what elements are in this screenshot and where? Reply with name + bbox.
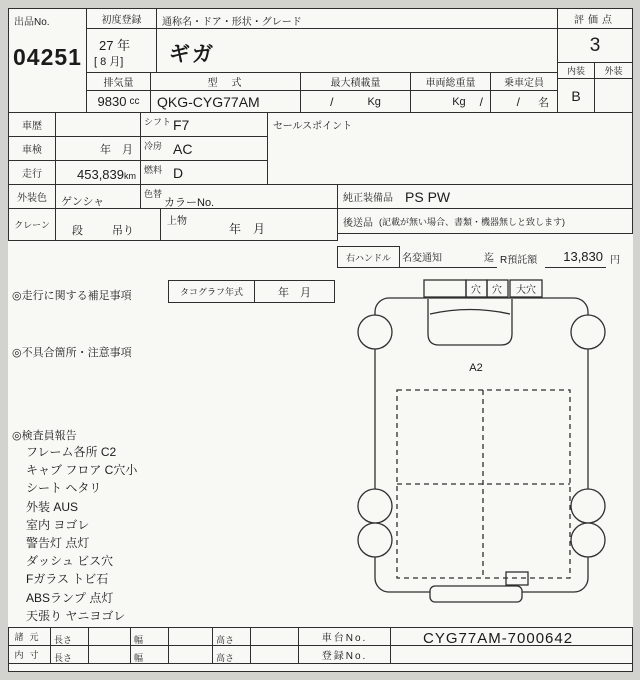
after-send-label: 後送品 <box>343 217 373 229</box>
max-load-cell <box>300 90 411 113</box>
length-value-1 <box>88 627 131 646</box>
after-send-note: (記載が無い場合、書類・機器無しと致します) <box>379 216 565 227</box>
chassis-no-label: 車台No. <box>298 627 391 646</box>
yen-label: 円 <box>610 255 620 266</box>
gross-weight-header: 車両総重量 <box>410 72 491 91</box>
fuel-value: D <box>173 165 184 181</box>
registration-no-cell <box>390 645 633 664</box>
shift-value: F7 <box>173 117 190 133</box>
max-load-slash: / <box>330 94 334 109</box>
capacity-cell <box>490 90 558 113</box>
sales-point-label: セールスポイント <box>273 121 353 132</box>
genuine-equipment-value: PS PW <box>405 188 451 205</box>
first-registration-cell <box>86 28 157 73</box>
shift-cell <box>140 112 268 137</box>
inspection-label-cell: 車検 <box>8 136 56 161</box>
inspector-item: ダッシュ ビス穴 <box>26 554 114 569</box>
displacement-header: 排気量 <box>86 72 151 91</box>
interior-label-cell: 内装 <box>557 62 595 79</box>
exhibit-no-box <box>8 8 87 113</box>
mileage-value: 453,839 <box>77 167 124 182</box>
interior-grade-cell: B <box>557 78 595 113</box>
model-header: 型 式 <box>150 72 301 91</box>
inspector-item: ABSランプ 点灯 <box>26 590 114 605</box>
until-label: 迄 <box>484 253 494 264</box>
height-value-1 <box>250 627 299 646</box>
exterior-color-value: ゲンシャ <box>61 196 105 208</box>
tachograph-value-cell: 年 月 <box>254 280 335 303</box>
inspector-item: 外装 AUS <box>26 499 79 514</box>
displacement-unit: cc <box>129 96 140 107</box>
tachograph-label-cell: タコグラフ年式 <box>168 280 255 303</box>
width-label-1: 幅 <box>130 627 169 646</box>
model-value: QKG-CYG77AM <box>157 93 260 110</box>
length-label-2: 長さ <box>50 645 89 664</box>
after-send-box <box>337 208 633 234</box>
name-change-label: 名変通知 <box>402 253 442 264</box>
capacity-header: 乗車定員 <box>490 72 558 91</box>
upper-body-label: 上物 <box>167 216 187 227</box>
history-value-cell <box>55 112 141 137</box>
sales-point-box <box>267 112 633 185</box>
history-label-cell: 車歴 <box>8 112 56 137</box>
deposit-amount-cell <box>545 246 606 268</box>
fuel-label: 燃料 <box>144 165 163 175</box>
inspector-item: 警告灯 点灯 <box>26 536 90 551</box>
repaint-cell <box>140 184 338 209</box>
inspector-item: シート ヘタリ <box>26 481 102 496</box>
vehicle-name-header-label: 通称名・ドア・形状・グレード <box>162 17 302 28</box>
exterior-grade-cell <box>594 78 633 113</box>
ac-label: 冷房 <box>144 141 163 151</box>
first-registration-header: 初度登録 <box>86 8 157 29</box>
gross-weight-cell <box>410 90 491 113</box>
height-label-2: 高さ <box>212 645 251 664</box>
max-load-unit: Kg <box>367 95 381 108</box>
inspector-item: キャブ フロア C穴小 <box>26 463 138 478</box>
capacity-unit: 名 <box>538 96 549 109</box>
width-value-2 <box>168 645 213 664</box>
inspector-item: 室内 ヨゴレ <box>26 517 90 532</box>
width-value-1 <box>168 627 213 646</box>
vehicle-name-header <box>156 8 558 29</box>
cab-damage-code: A2 <box>469 362 483 374</box>
width-label-2: 幅 <box>130 645 169 664</box>
inspector-report-title: ◎検査員報告 <box>12 430 77 442</box>
ac-cell <box>140 136 268 161</box>
crane-label-cell: クレーン <box>8 208 56 241</box>
exhibit-no-value: 04251 <box>13 44 82 70</box>
registration-no-label: 登録No. <box>298 645 391 664</box>
gross-weight-unit: Kg <box>452 95 466 108</box>
ac-value: AC <box>173 141 193 157</box>
height-value-2 <box>250 645 299 664</box>
length-value-2 <box>88 645 131 664</box>
exterior-color-label-cell: 外装色 <box>8 184 56 209</box>
vehicle-name-value: ギガ <box>169 43 215 66</box>
crane-steps-label: 段 <box>72 225 83 237</box>
mileage-value-cell <box>55 160 141 185</box>
score-value: 3 <box>589 34 601 56</box>
inner-row-label: 内寸 <box>8 645 51 664</box>
height-label-1: 高さ <box>212 627 251 646</box>
mileage-note-title: ◎走行に関する補足事項 <box>12 290 132 302</box>
genuine-equipment-label: 純正装備品 <box>343 193 393 204</box>
mileage-label-cell: 走行 <box>8 160 56 185</box>
crane-value-cell <box>55 208 161 241</box>
exterior-label-cell: 外装 <box>594 62 633 79</box>
name-change-zone <box>399 246 497 268</box>
length-label-1: 長さ <box>50 627 89 646</box>
exhibit-no-label: 出品No. <box>14 17 50 28</box>
right-handle-box: 右ハンドル <box>337 246 400 268</box>
inspector-report-list <box>26 443 137 625</box>
gross-weight-slash: / <box>479 94 483 109</box>
chassis-no-value: CYG77AM-7000642 <box>423 630 574 647</box>
inspection-value: 年 月 <box>100 143 133 156</box>
mileage-unit: km <box>124 171 136 181</box>
score-cell <box>557 28 633 63</box>
deposit-label: R預託額 <box>500 255 538 266</box>
defect-title: ◎不具合箇所・注意事項 <box>12 347 132 359</box>
inspector-item: フレーム各所 C2 <box>26 445 117 459</box>
chassis-no-cell <box>390 627 633 646</box>
fuel-cell <box>140 160 268 185</box>
max-load-header: 最大積載量 <box>300 72 411 91</box>
upper-body-value: 年 月 <box>229 222 266 236</box>
inspection-value-cell <box>55 136 141 161</box>
model-cell <box>150 90 301 113</box>
upper-body-cell <box>160 208 338 241</box>
shift-label: シフト <box>144 117 172 127</box>
first-reg-year: 27 年 <box>99 38 131 53</box>
inspector-item: 天張り ヤニヨゴレ <box>26 608 126 623</box>
repaint-label: 色替 <box>144 189 163 199</box>
vehicle-name-cell <box>156 28 558 73</box>
genuine-equipment-box <box>337 184 633 209</box>
spec-row-label: 諸元 <box>8 627 51 646</box>
exterior-color-value-cell <box>55 184 141 209</box>
capacity-slash: / <box>516 94 520 109</box>
displacement-cell <box>86 90 151 113</box>
hole-label-large: 大穴 <box>516 285 536 296</box>
hole-label-2: 穴 <box>492 285 502 296</box>
score-header: 評価点 <box>557 8 633 29</box>
hole-label-1: 穴 <box>471 285 481 296</box>
color-no-label: カラーNo. <box>164 197 215 209</box>
deposit-amount: 13,830 <box>563 249 603 264</box>
displacement-value: 9830 <box>97 94 127 109</box>
first-reg-month: [ 8 月] <box>94 56 124 68</box>
bottom-strip <box>8 663 633 672</box>
crane-hang-label: 吊り <box>112 225 134 237</box>
inspector-item: Fガラス トビ石 <box>26 572 109 587</box>
